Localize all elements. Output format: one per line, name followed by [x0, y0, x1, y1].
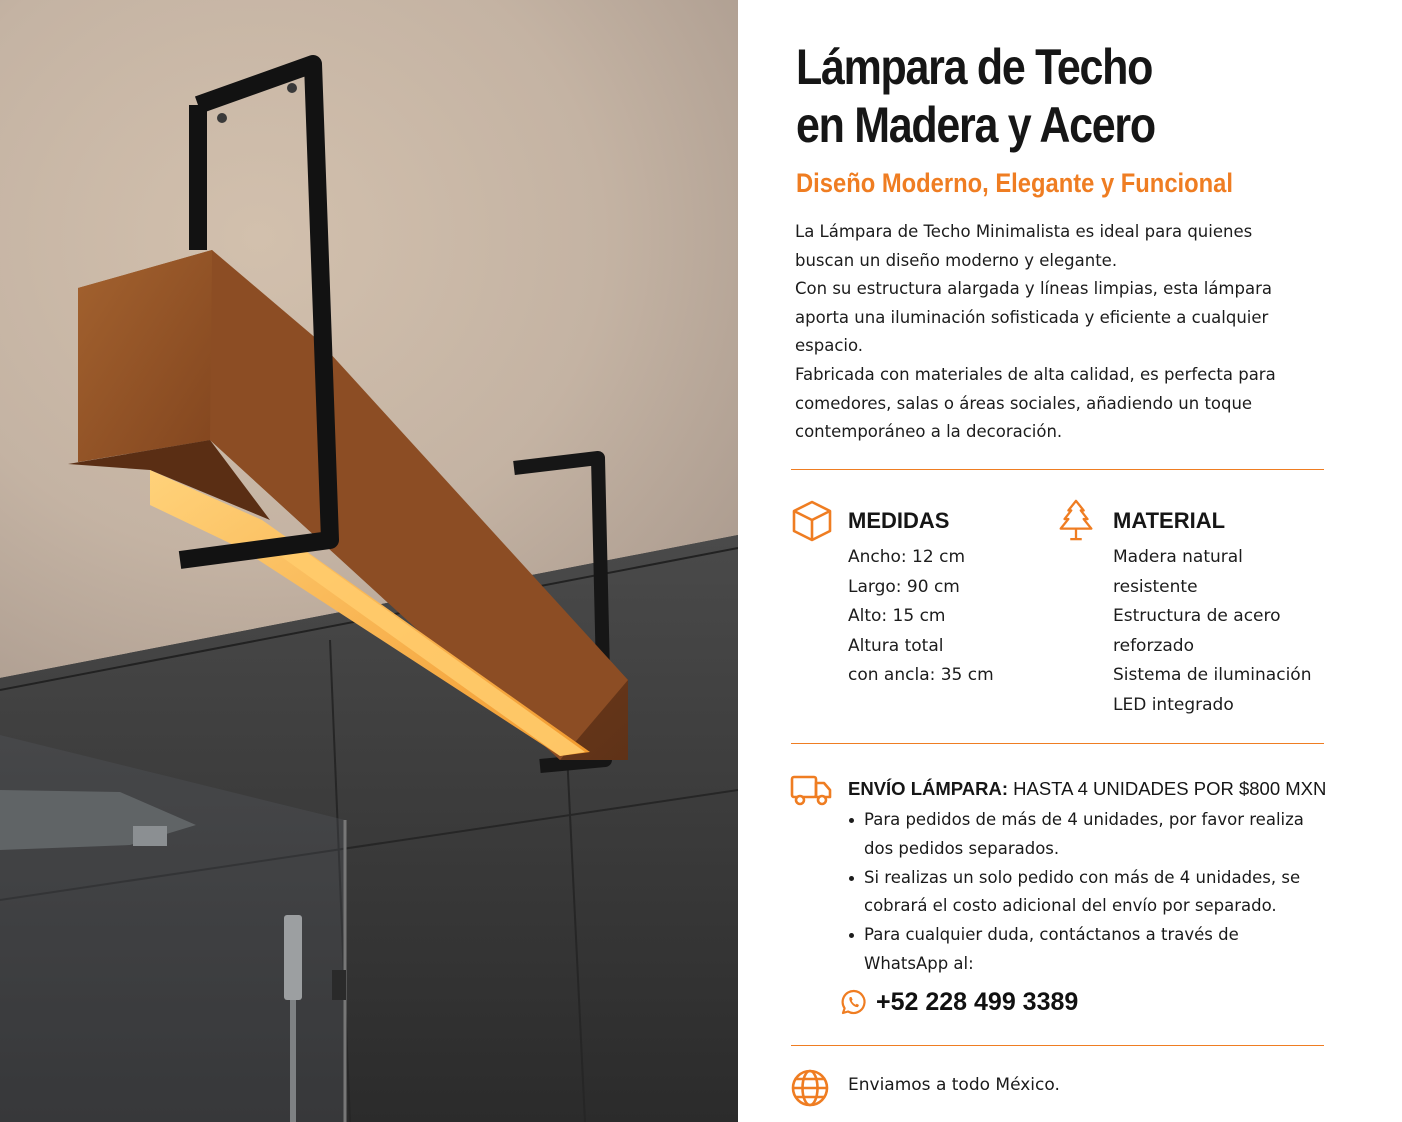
shipping-note: Para cualquier duda, contáctanos a través de WhatsApp al: [848, 921, 1318, 979]
shipping-heading-label: ENVÍO LÁMPARA: [848, 778, 1008, 799]
material-list [1113, 543, 1311, 720]
shipping-heading-terms: HASTA 4 UNIDADES POR $800 MXN [1008, 778, 1327, 799]
title-line-1: Lámpara de Techo [796, 39, 1153, 95]
globe-icon [790, 1068, 830, 1108]
divider [791, 1045, 1324, 1046]
divider [791, 743, 1324, 744]
description-paragraph-3: Fabricada con materiales de alta calidad, es perfecta para comedores, salas o áreas sociales, añadiendo un toque contemporáneo a la decoración. [795, 364, 1276, 442]
description-paragraph-2: Con su estructura alargada y líneas limpias, esta lámpara aporta una iluminación sofisticada y eficiente a cualquier espacio. [795, 279, 1272, 356]
title-line-2: en Madera y Acero [796, 97, 1155, 153]
product-info-panel [738, 0, 1402, 1122]
shipping-notes [848, 806, 1318, 979]
material-item: Estructura de acero [1113, 606, 1281, 626]
measure-item: Ancho: 12 cm [848, 547, 965, 567]
material-item: resistente [1113, 576, 1198, 597]
material-item: reforzado [1113, 635, 1194, 656]
divider [791, 469, 1324, 470]
measure-item: Largo: 90 cm [848, 576, 960, 597]
shipping-heading [848, 776, 1326, 802]
shipping-note: Si realizas un solo pedido con más de 4 unidades, se cobrará el costo adicional del envío por separado. [848, 864, 1318, 922]
shipping-coverage: Enviamos a todo México. [848, 1075, 1060, 1095]
product-description [795, 218, 1315, 447]
measure-item: con ancla: 35 cm [848, 665, 994, 685]
shipping-note: Para pedidos de más de 4 unidades, por favor realiza dos pedidos separados. [848, 806, 1318, 864]
whatsapp-icon [840, 988, 868, 1016]
measures-heading: MEDIDAS [848, 508, 950, 533]
page-title [796, 38, 1155, 154]
material-item: LED integrado [1113, 694, 1234, 715]
tree-icon [1054, 498, 1098, 542]
phone-number[interactable]: +52 228 499 3389 [876, 988, 1079, 1016]
measure-item: Altura total [848, 635, 944, 656]
whatsapp-contact[interactable] [840, 986, 1078, 1018]
subtitle: Diseño Moderno, Elegante y Funcional [796, 168, 1233, 198]
description-paragraph-1: La Lámpara de Techo Minimalista es ideal para quienes buscan un diseño moderno y elegante. [795, 222, 1253, 270]
box-icon [790, 499, 834, 543]
truck-icon [790, 772, 832, 808]
material-heading: MATERIAL [1113, 508, 1226, 533]
measure-item: Alto: 15 cm [848, 606, 946, 626]
material-item: Madera natural [1113, 547, 1243, 567]
measures-list [848, 543, 994, 691]
material-item: Sistema de iluminación [1113, 665, 1312, 685]
